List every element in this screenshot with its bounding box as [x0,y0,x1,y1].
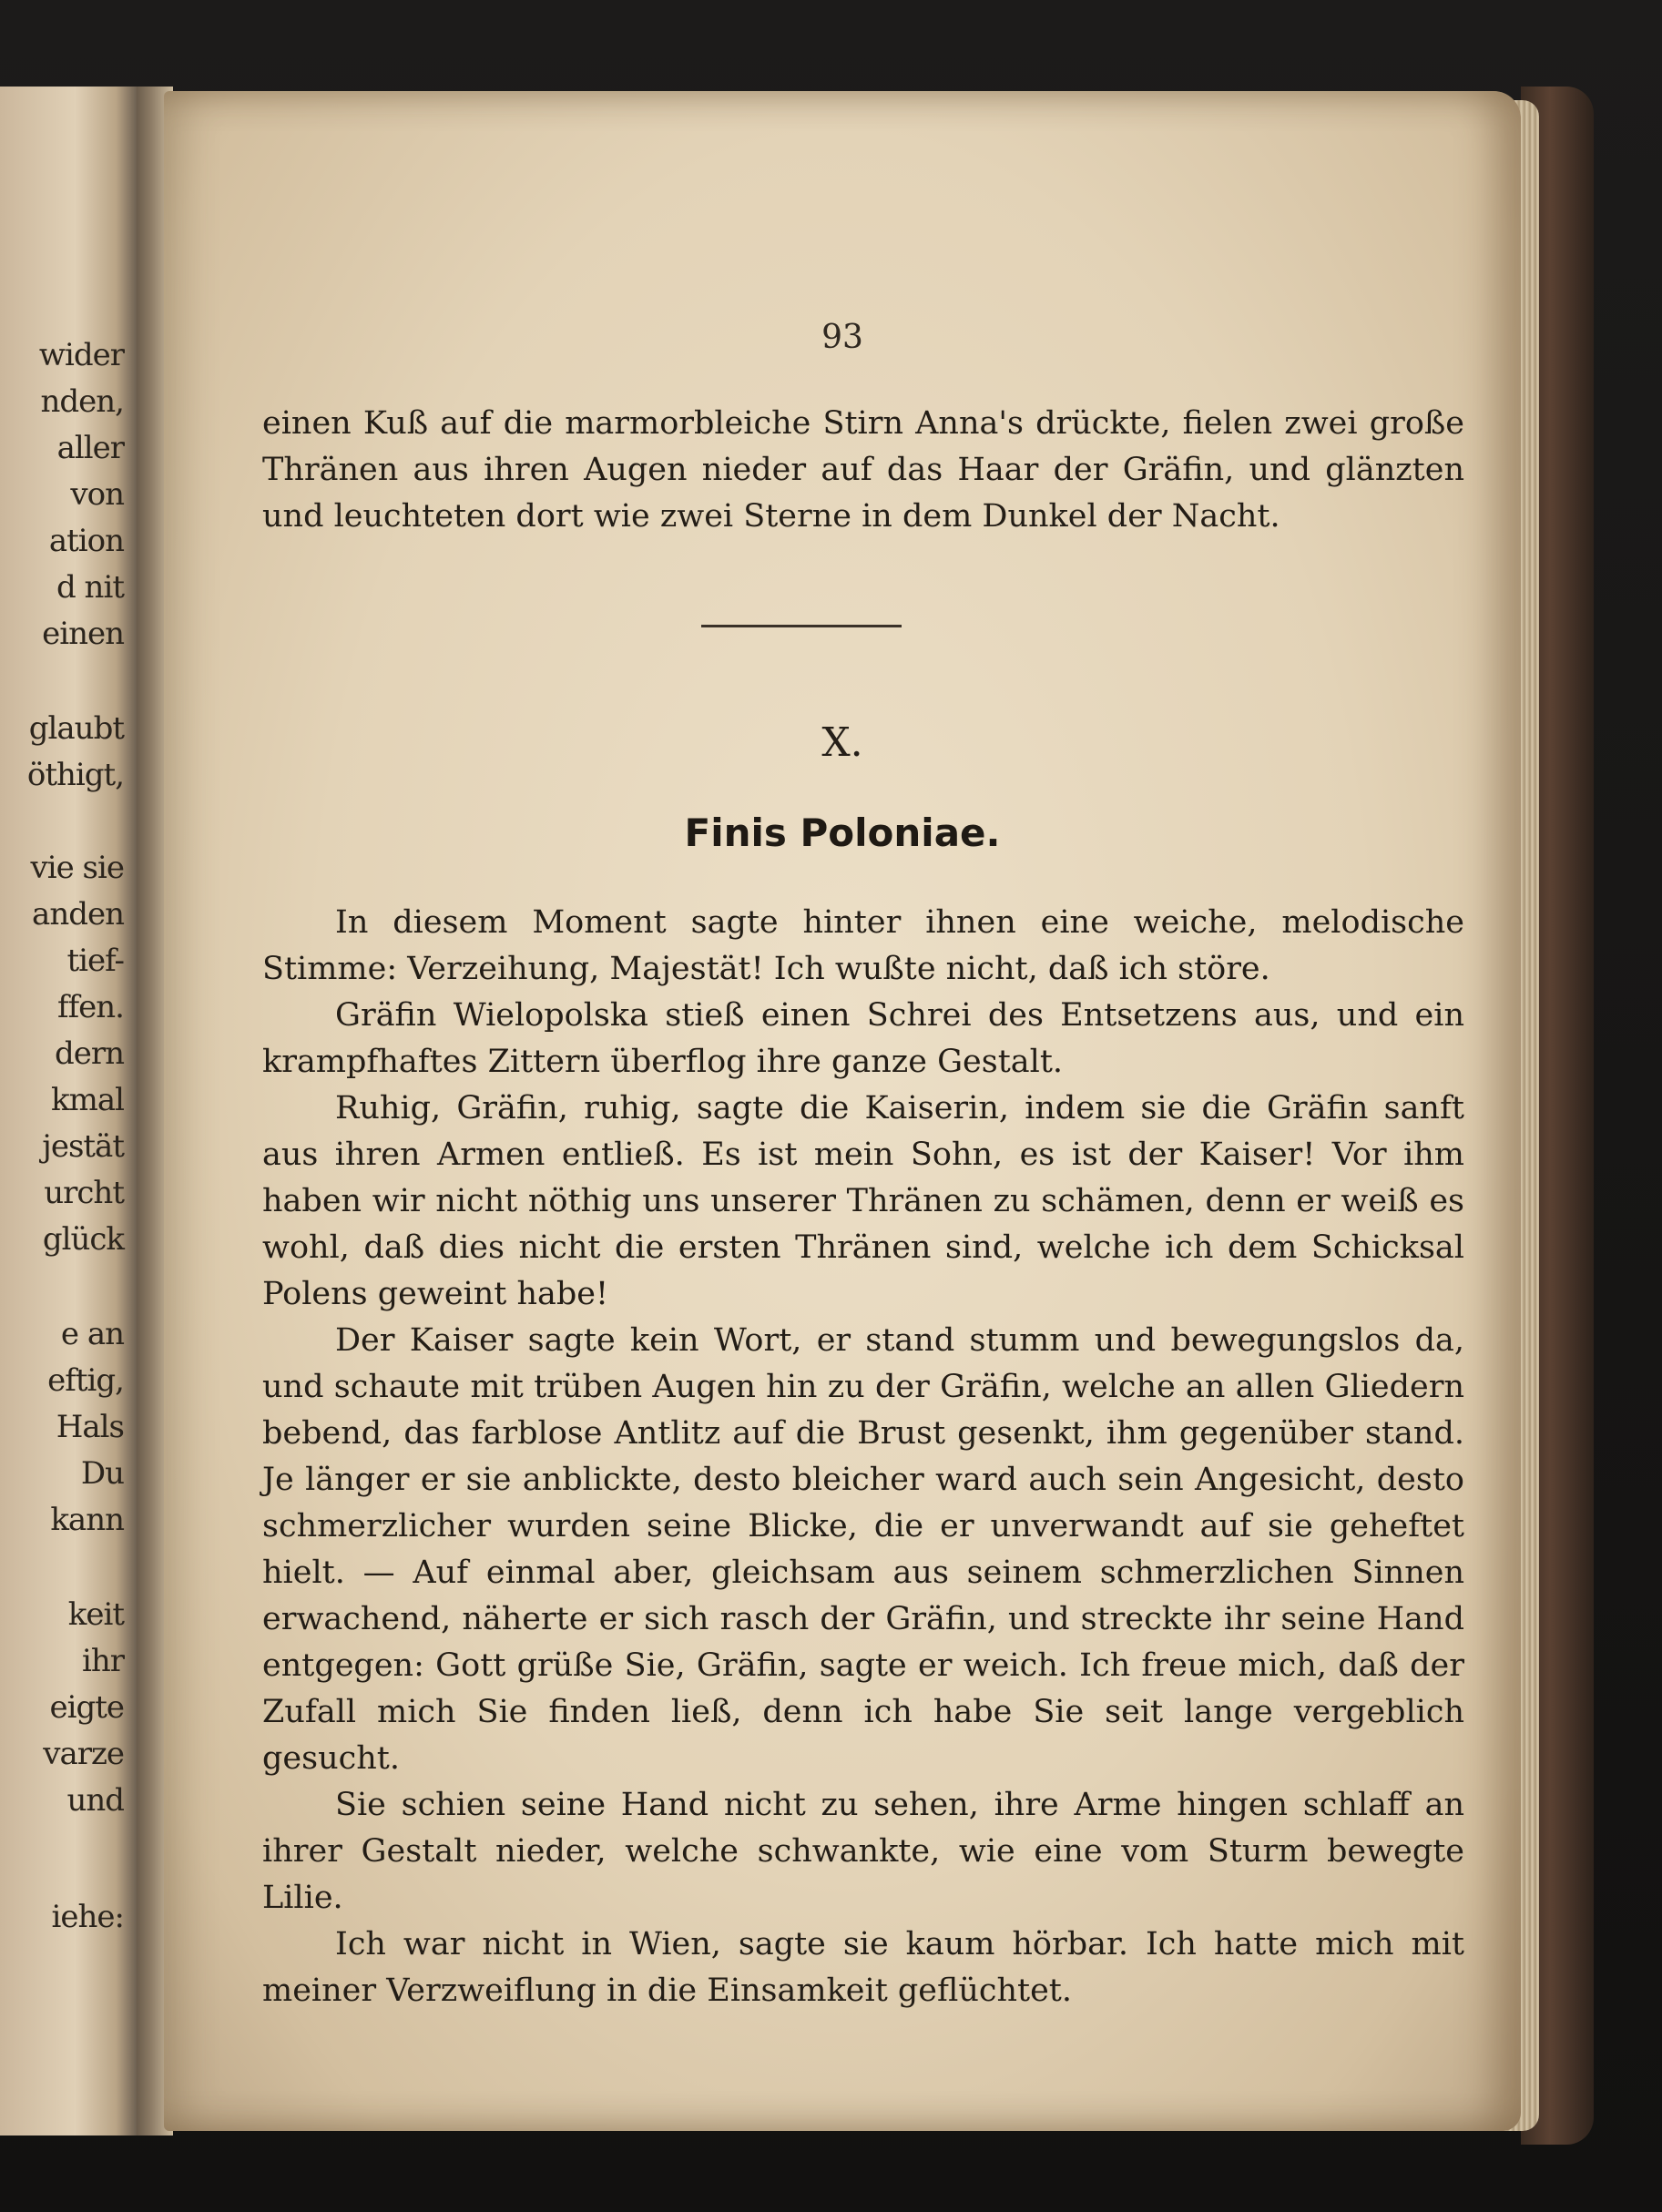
fragment: kmal [51,1082,124,1118]
paragraph: Ruhig, Gräfin, ruhig, sagte die Kaiserin, indem sie die Gräfin sanft aus ihren Armen entließ. Es ist mein Sohn, es ist der Kaiser! Vor ihm haben wir nicht nöthig uns unserer Thränen zu schämen, denn er weiß es wohl, daß dies nicht die ersten Thränen sind, welche ich dem Schicksal Polens geweint habe! [262,1090,1464,1312]
fragment: und [66,1782,124,1819]
page-number: 93 [821,319,863,356]
fragment: kann [50,1502,124,1538]
fragment: einen [42,616,124,652]
fragment: Hals [56,1409,124,1445]
fragment: e an [60,1316,124,1352]
paragraph: Sie schien seine Hand nicht zu sehen, ihre Arme hingen schlaff an ihrer Gestalt nieder, welche schwankte, wie eine vom Sturm bewegte Lilie. [262,1787,1464,1916]
fragment: Du [80,1455,124,1492]
previous-page-fragments [0,87,124,2136]
fragment: öthigt, [26,757,124,793]
previous-page [0,87,137,2136]
fragment: iehe: [51,1899,124,1935]
fragment: dern [54,1035,124,1072]
fragment: aller [56,430,124,466]
book-page [164,91,1521,2131]
fragment: nden, [40,383,124,420]
fragment: varze [43,1736,124,1772]
section-divider [701,625,902,627]
chapter-title: Finis Poloniae. [684,810,1001,855]
fragment: urcht [44,1175,124,1211]
fragment: ffen. [57,989,124,1025]
fragment: ihr [81,1643,124,1679]
opening-text [262,401,1464,540]
fragment: von [70,476,124,513]
fragment: keit [67,1596,124,1633]
chapter-body [262,900,1464,2014]
fragment: eigte [49,1689,124,1726]
fragment: glück [42,1221,124,1258]
fragment: d nit [56,569,124,606]
chapter-number: X. [821,719,863,766]
opening-paragraph: einen Kuß auf die marmorbleiche Stirn Anna's drückte, fielen zwei große Thränen aus ihren Augen nieder auf das Haar der Gräfin, und glänzten und leuchteten dort wie zwei Sterne in dem Dunkel der Nacht. [262,405,1464,535]
fragment: jestät [42,1128,124,1165]
paragraph: In diesem Moment sagte hinter ihnen eine weiche, melodische Stimme: Verzeihung, Majestät! Ich wußte nicht, daß ich störe. [262,904,1464,987]
paragraph: Ich war nicht in Wien, sagte sie kaum hörbar. Ich hatte mich mit meiner Verzweiflung in die Einsamkeit geflüchtet. [262,1926,1464,2009]
fragment: eftig, [47,1362,124,1399]
fragment: tief- [66,943,124,979]
paragraph: Gräfin Wielopolska stieß einen Schrei des Entsetzens aus, und ein krampfhaftes Zittern überflog ihre ganze Gestalt. [262,997,1464,1080]
fragment: vie sie [30,850,124,886]
fragment: wider [38,337,124,373]
fragment: glaubt [28,710,124,747]
fragment: ation [48,523,124,559]
paragraph: Der Kaiser sagte kein Wort, er stand stumm und bewegungslos da, und schaute mit trüben Augen hin zu der Gräfin, welche an allen Gliedern bebend, das farblose Antlitz auf die Brust gesenkt, ihm gegenüber stand. Je länger er sie anblickte, desto bleicher ward auch sein Angesicht, desto schmerzlicher wurden seine Blicke, die er unverwandt auf sie geheftet hielt. — Auf einmal aber, gleichsam aus seinem schmerzlichen Sinnen erwachend, näherte er sich rasch der Gräfin, und streckte ihr seine Hand entgegen: Gott grüße Sie, Gräfin, sagte er weich. Ich freue mich, daß der Zufall mich Sie finden ließ, denn ich habe Sie seit lange vergeblich gesucht. [262,1322,1464,1777]
fragment: anden [32,896,124,933]
